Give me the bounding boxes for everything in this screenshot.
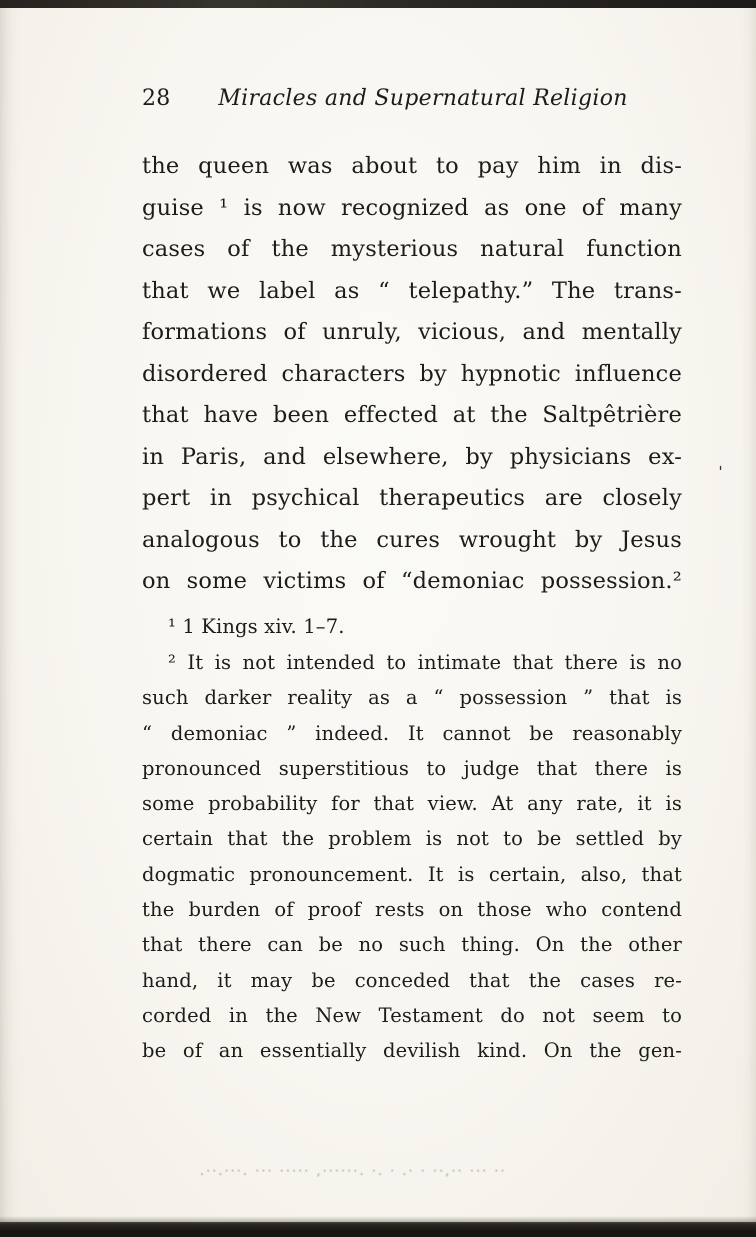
body-line: the queen was about to pay him in dis- bbox=[142, 153, 682, 179]
body-line: pert in psychical therapeutics are closely bbox=[142, 485, 682, 511]
body-paragraph bbox=[142, 146, 682, 603]
footnote-line: “ demoniac ” indeed. It cannot be reasonably bbox=[142, 721, 682, 745]
body-line: that have been effected at the Saltpêtrière bbox=[142, 402, 682, 428]
scan-edge-top bbox=[0, 0, 756, 8]
running-title: Miracles and Supernatural Religion bbox=[218, 86, 628, 111]
body-line: cases of the mysterious natural function bbox=[142, 236, 682, 262]
body-line: in Paris, and elsewhere, by physicians ex- bbox=[142, 443, 682, 470]
scan-edge-bottom bbox=[0, 1222, 756, 1237]
footnote-line: some probability for that view. At any rate, it is bbox=[142, 792, 682, 816]
footnote-line: hand, it may be conceded that the cases re- bbox=[142, 968, 682, 992]
footnote-line: such darker reality as a “ possession ” that is bbox=[142, 686, 682, 710]
footnote-line: be of an essentially devilish kind. On the gen- bbox=[142, 1039, 682, 1063]
page-number: 28 bbox=[142, 86, 171, 111]
body-line: guise ¹ is now recognized as one of many bbox=[142, 194, 682, 221]
scan-stray-mark: ˌ bbox=[718, 452, 723, 473]
footnote-line: that there can be no such thing. On the other bbox=[142, 933, 682, 957]
body-line: disordered characters by hypnotic influence bbox=[142, 360, 682, 387]
footnote-line: dogmatic pronouncement. It is certain, also, that bbox=[142, 862, 682, 886]
footnote-line: pronounced superstitious to judge that there is bbox=[142, 756, 682, 780]
footnote-line: corded in the New Testament do not seem to bbox=[142, 1003, 682, 1027]
footnote-line: ² It is not intended to intimate that there is no bbox=[168, 651, 682, 674]
body-line: on some victims of “demoniac possession.² bbox=[142, 568, 682, 594]
footnote-line: the burden of proof rests on those who contend bbox=[142, 898, 682, 922]
scan-smudge-artifact: .··.···. ··· ····· ,······. ·. · .· · ··,·· ··· ·· bbox=[200, 1164, 507, 1179]
body-line: analogous to the cures wrought by Jesus bbox=[142, 526, 682, 553]
footnote-line: certain that the problem is not to be settled by bbox=[142, 827, 682, 851]
footnote-2 bbox=[142, 645, 682, 1069]
body-line: that we label as “ telepathy.” The trans- bbox=[142, 277, 682, 304]
body-line: formations of unruly, vicious, and mentally bbox=[142, 319, 682, 345]
footnote-1: ¹ 1 Kings xiv. 1–7. bbox=[168, 615, 345, 638]
running-header bbox=[142, 86, 682, 111]
